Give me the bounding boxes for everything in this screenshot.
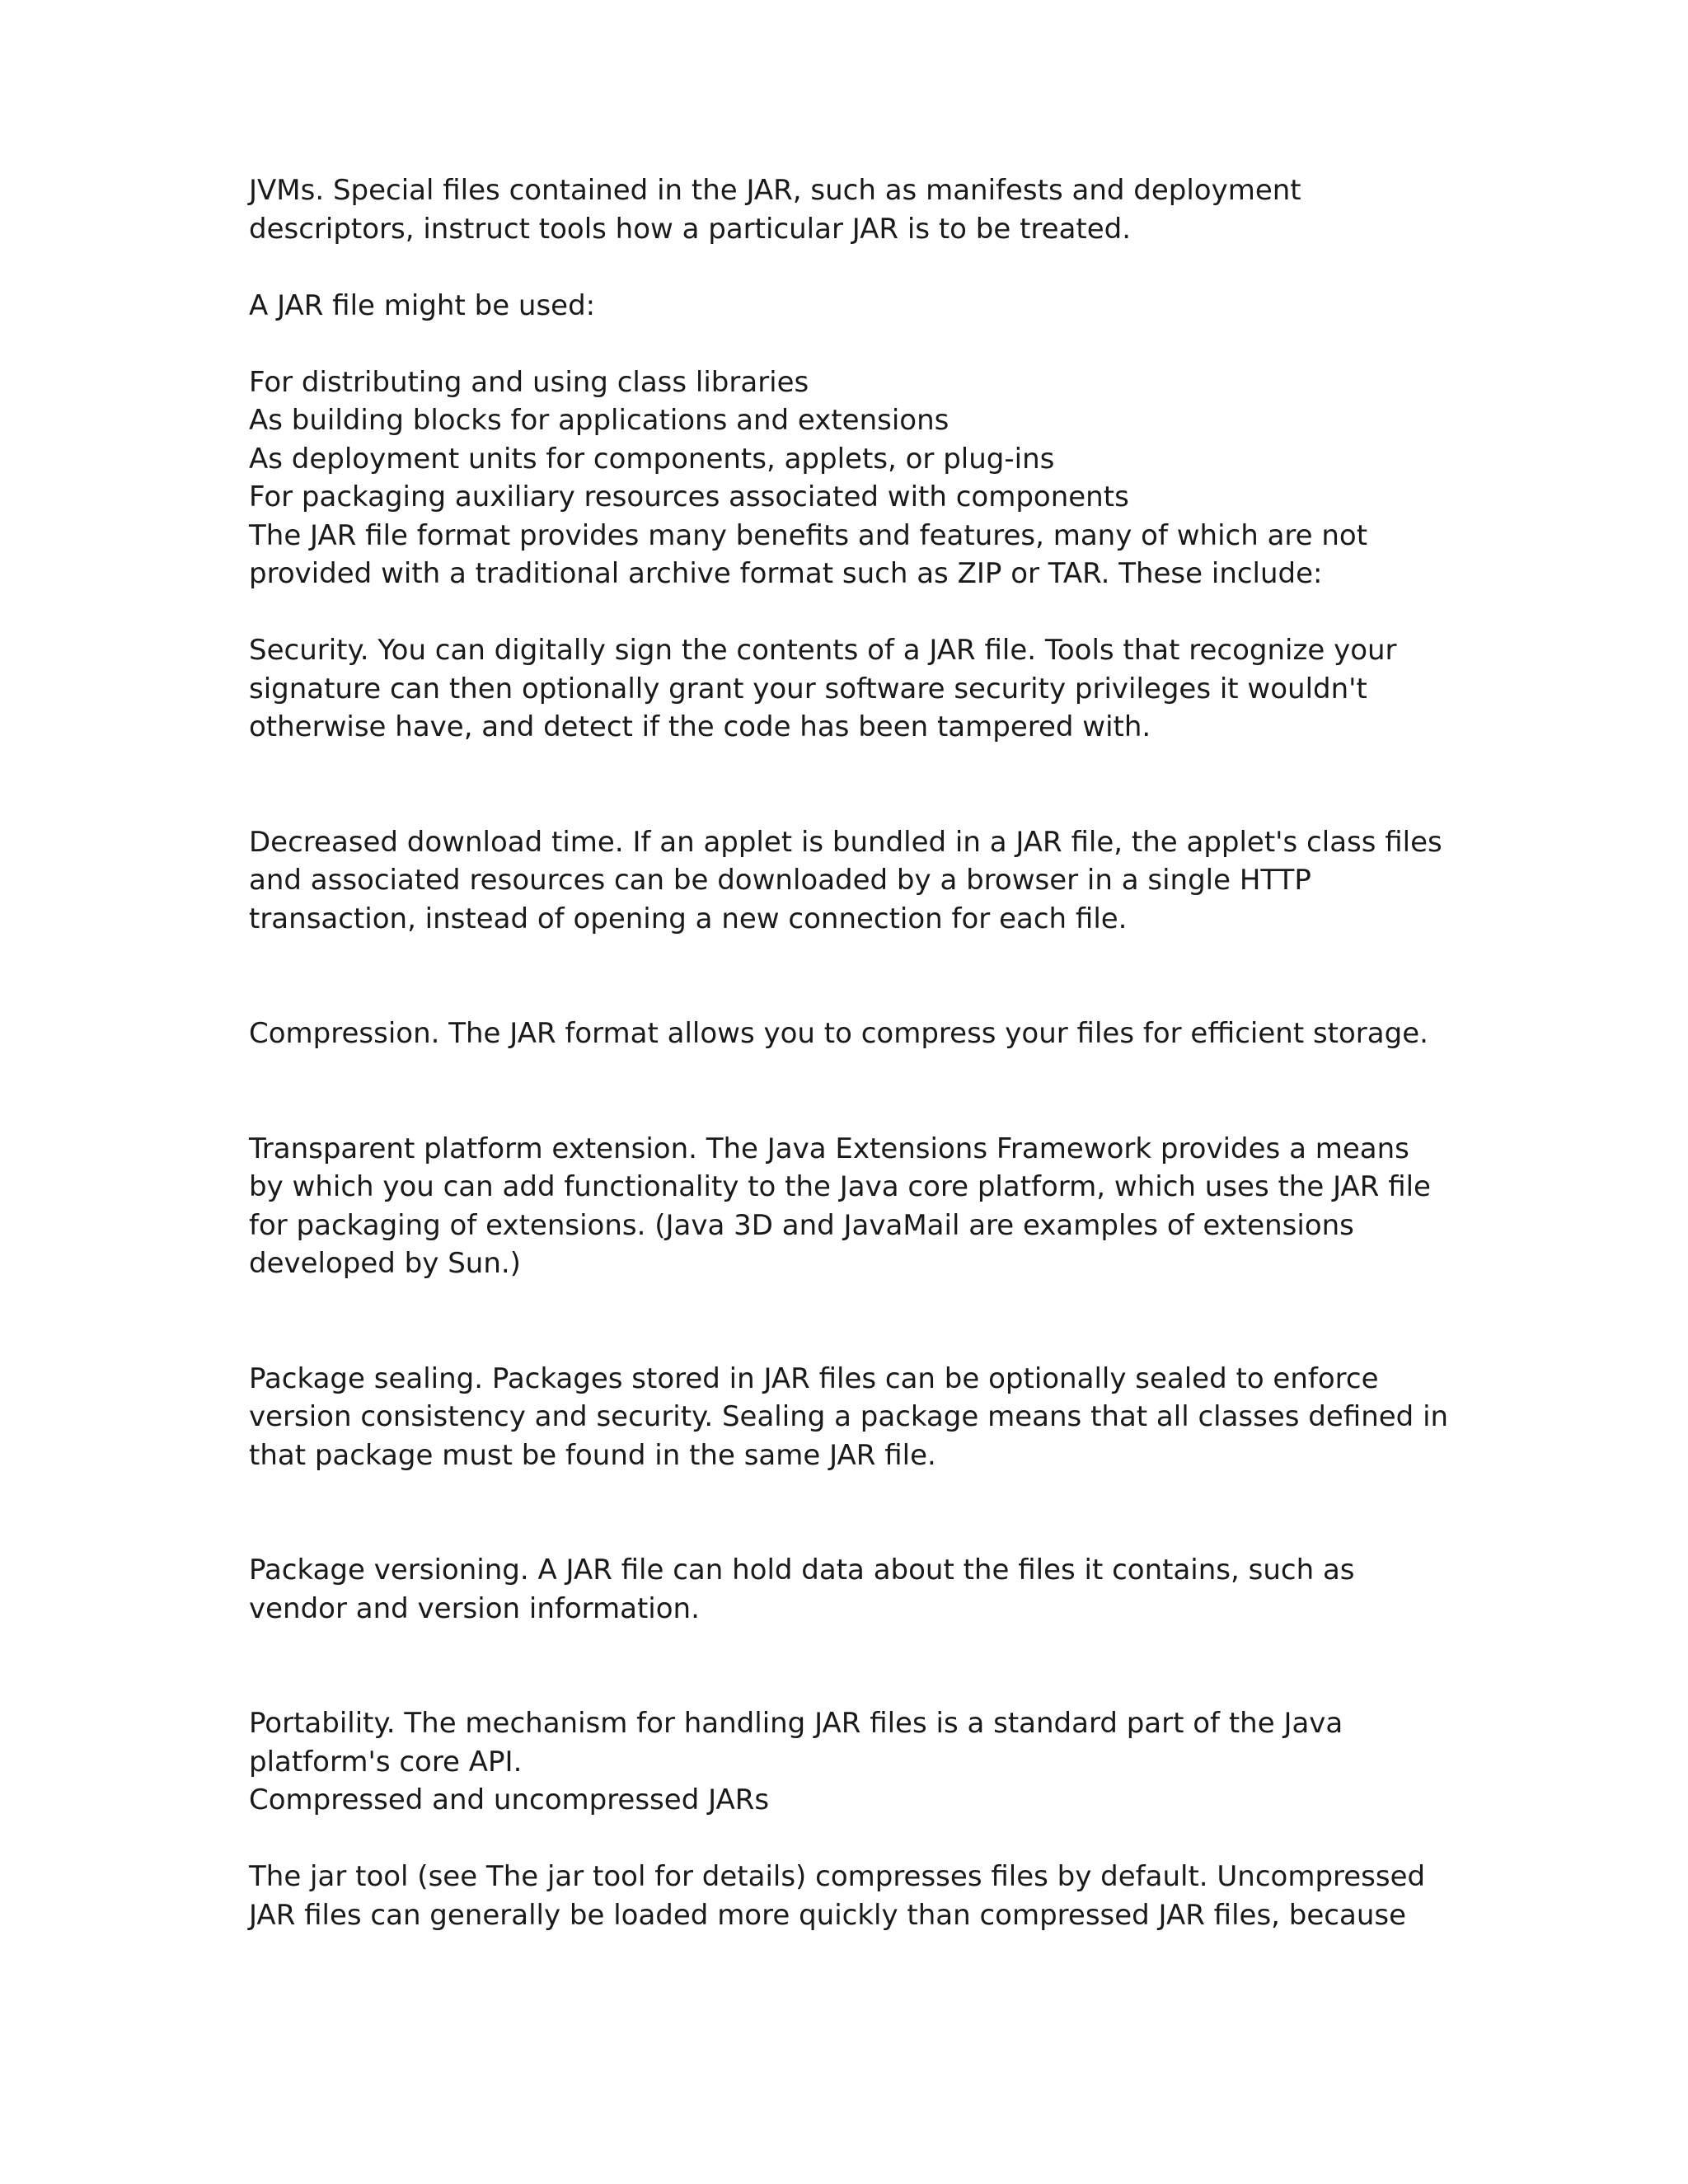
text-line: developed by Sun.)	[249, 1247, 521, 1280]
text-line: Package versioning. A JAR file can hold data about the files it contains, such as	[249, 1554, 1355, 1586]
text-line: and associated resources can be downloaded by a browser in a single HTTP	[249, 864, 1311, 897]
text-line: The jar tool (see The jar tool for details) compresses files by default. Uncompressed	[249, 1860, 1426, 1893]
text-line: that package must be found in the same JAR file.	[249, 1438, 936, 1472]
text-line: version consistency and security. Sealing a package means that all classes defined in	[249, 1400, 1449, 1433]
text-line: Portability. The mechanism for handling JAR files is a standard part of the Java	[249, 1707, 1343, 1740]
text-line: Security. You can digitally sign the contents of a JAR file. Tools that recognize your	[249, 634, 1397, 667]
text-line: otherwise have, and detect if the code has been tampered with.	[249, 710, 1151, 743]
text-line: signature can then optionally grant your software security privileges it wouldn't	[249, 672, 1367, 705]
text-line: descriptors, instruct tools how a particular JAR is to be treated.	[249, 212, 1132, 246]
text-line: for packaging of extensions. (Java 3D and JavaMail are examples of extensions	[249, 1208, 1354, 1242]
text-line: transaction, instead of opening a new connection for each file.	[249, 902, 1128, 935]
list-item: For packaging auxiliary resources associated with components	[249, 480, 1129, 513]
text-line: provided with a traditional archive format such as ZIP or TAR. These include:	[249, 557, 1323, 590]
text-line: Compressed and uncompressed JARs	[249, 1783, 770, 1816]
text-line: Package sealing. Packages stored in JAR files can be optionally sealed to enforce	[249, 1361, 1379, 1395]
text-line: A JAR file might be used:	[249, 288, 596, 322]
text-line: JVMs. Special files contained in the JAR, such as manifests and deployment	[249, 174, 1301, 207]
document-body	[249, 171, 1469, 1934]
text-line: by which you can add functionality to the Java core platform, which uses the JAR file	[249, 1170, 1431, 1203]
list-item: As deployment units for components, applets, or plug-ins	[249, 442, 1055, 476]
text-line: The JAR file format provides many benefits and features, many of which are not	[249, 518, 1368, 552]
text-line: vendor and version information.	[249, 1591, 700, 1625]
text-line: Compression. The JAR format allows you to compress your files for efficient storage.	[249, 1017, 1428, 1050]
list-item: As building blocks for applications and extensions	[249, 404, 950, 437]
text-line: Decreased download time. If an applet is bundled in a JAR file, the applet's class files	[249, 825, 1442, 859]
text-line: JAR files can generally be loaded more quickly than compressed JAR files, because	[249, 1898, 1406, 1932]
text-line: Transparent platform extension. The Java Extensions Framework provides a means	[249, 1132, 1409, 1165]
list-item: For distributing and using class libraries	[249, 365, 809, 399]
text-line: platform's core API.	[249, 1745, 523, 1779]
